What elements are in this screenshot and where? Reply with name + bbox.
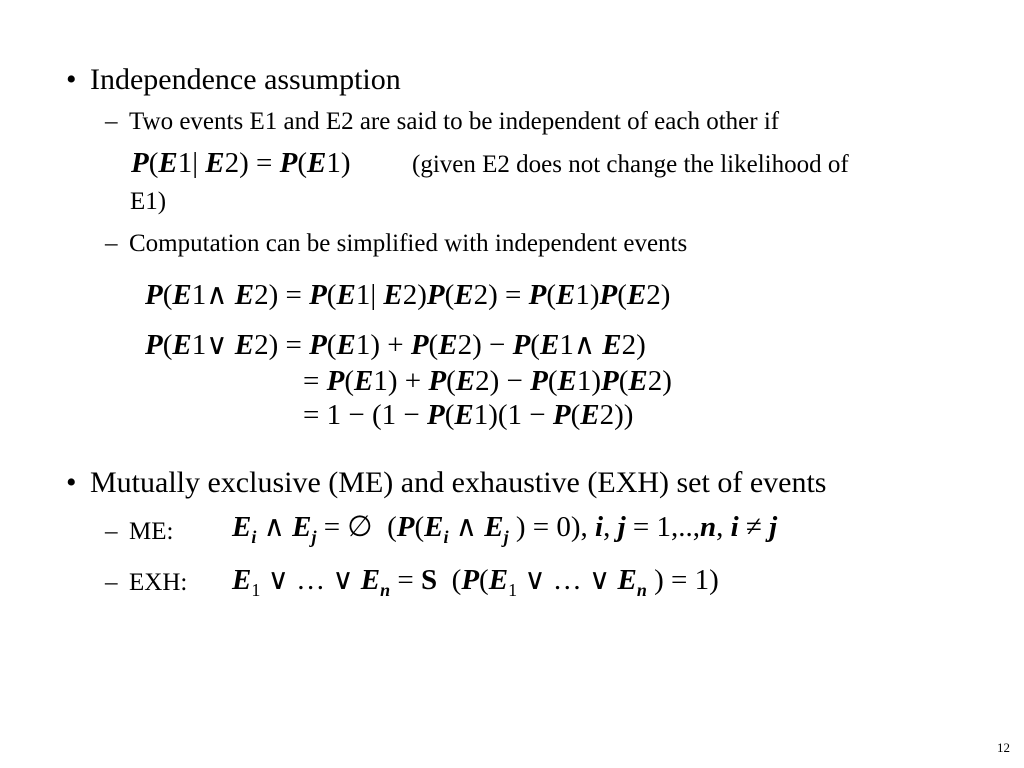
me-label: ME: — [129, 518, 174, 545]
equation-or-step3: = 1 − (1 − P(E1)(1 − P(E2)) — [303, 399, 634, 431]
dash-symbol: – — [105, 518, 118, 545]
sub-bullet-text: Two events E1 and E2 are said to be independent of each other if — [129, 108, 780, 135]
me-formula: $E_i$ ∧ $E_j$ = ∅ ($P(E_i$ ∧ $E_j$ ) = 0), i, j = 1,..,n, i ≠ j — [232, 511, 778, 547]
dash-symbol: – — [105, 569, 118, 596]
bullet-text: Mutually exclusive (ME) and exhaustive (EXH) set of events — [90, 466, 827, 499]
page-number: 12 — [997, 740, 1010, 755]
sub-bullet-computation — [105, 229, 687, 259]
sub-bullet-exh — [105, 568, 187, 598]
equation-or: P(E1∨ E2) = P(E1) + P(E2) − P(E1∧ E2) — [145, 329, 646, 361]
independence-formula: P(E1| E2) = P(E1) — [131, 147, 351, 179]
sub-bullet-me — [105, 517, 173, 547]
dash-symbol: – — [105, 230, 118, 257]
dash-symbol: – — [105, 108, 118, 135]
independence-explanation-cont — [130, 187, 166, 217]
sub-bullet-text: Computation can be simplified with independent events — [129, 230, 688, 257]
equation-or-step2: = P(E1) + P(E2) − P(E1)P(E2) — [303, 365, 672, 397]
exh-label: EXH: — [129, 569, 188, 596]
independence-explanation — [412, 150, 849, 180]
bullet-independence — [66, 63, 401, 97]
bullet-symbol: • — [66, 63, 77, 96]
sub-bullet-two-events — [105, 107, 779, 137]
explanation-text: (given E2 does not change the likelihood of — [412, 151, 849, 178]
bullet-mutually-exclusive — [66, 466, 826, 500]
bullet-symbol: • — [66, 466, 77, 499]
equation-and: P(E1∧ E2) = P(E1| E2)P(E2) = P(E1)P(E2) — [145, 279, 671, 311]
explanation-text-cont: E1) — [130, 188, 167, 215]
exh-formula: $E_1$ ∨ … ∨ $E_n = S$ ($P(E_1$ ∨ … ∨ $E_n$ ) = 1) — [232, 564, 719, 600]
bullet-text: Independence assumption — [90, 63, 401, 96]
